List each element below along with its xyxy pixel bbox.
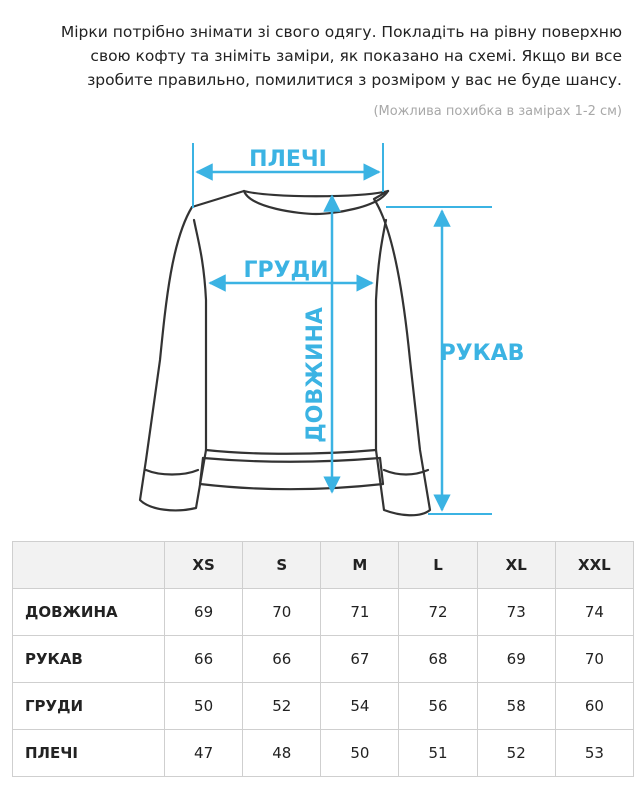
table-cell: 66 (243, 636, 321, 683)
table-cell: 52 (477, 730, 555, 777)
table-cell: 71 (321, 589, 399, 636)
table-cell: 73 (477, 589, 555, 636)
table-cell: 48 (243, 730, 321, 777)
table-cell: 68 (399, 636, 477, 683)
table-cell: 72 (399, 589, 477, 636)
table-cell: 70 (555, 636, 633, 683)
chest-label: ГРУДИ (243, 258, 329, 283)
table-row (13, 589, 634, 636)
size-header: L (399, 542, 477, 589)
table-cell: 53 (555, 730, 633, 777)
row-label: ДОВЖИНА (13, 589, 165, 636)
table-cell: 69 (165, 589, 243, 636)
size-header-row (13, 542, 634, 589)
table-cell: 60 (555, 683, 633, 730)
table-cell: 67 (321, 636, 399, 683)
sweater-outline (140, 191, 430, 515)
size-header: XL (477, 542, 555, 589)
size-header: S (243, 542, 321, 589)
intro-line: Мірки потрібно знімати зі свого одягу. Покладіть на рівну поверхню (60, 23, 622, 41)
sleeve-measure (386, 207, 524, 514)
shoulders-label: ПЛЕЧІ (249, 147, 327, 172)
table-cell: 47 (165, 730, 243, 777)
table-cell: 74 (555, 589, 633, 636)
size-header: M (321, 542, 399, 589)
table-cell: 56 (399, 683, 477, 730)
measurement-note: (Можлива похибка в замірах 1-2 см) (373, 104, 622, 119)
table-cell: 51 (399, 730, 477, 777)
table-cell: 54 (321, 683, 399, 730)
size-header: XXL (555, 542, 633, 589)
intro-line: свою кофту та зніміть заміри, як показано на схемі. Якщо ви все (90, 47, 622, 65)
size-table (12, 541, 634, 777)
table-cell: 50 (321, 730, 399, 777)
table-cell: 52 (243, 683, 321, 730)
length-measure (303, 196, 332, 492)
table-corner (13, 542, 165, 589)
length-label: ДОВЖИНА (303, 307, 328, 443)
size-header: XS (165, 542, 243, 589)
table-cell: 70 (243, 589, 321, 636)
chest-measure (210, 258, 372, 283)
row-label: ГРУДИ (13, 683, 165, 730)
table-row (13, 636, 634, 683)
row-label: ПЛЕЧІ (13, 730, 165, 777)
table-cell: 50 (165, 683, 243, 730)
sleeve-label: РУКАВ (439, 341, 525, 366)
table-row (13, 683, 634, 730)
intro-line: зробите правильно, помилитися з розміром у вас не буде шансу. (87, 71, 622, 89)
row-label: РУКАВ (13, 636, 165, 683)
table-cell: 58 (477, 683, 555, 730)
table-cell: 69 (477, 636, 555, 683)
table-cell: 66 (165, 636, 243, 683)
table-row (13, 730, 634, 777)
